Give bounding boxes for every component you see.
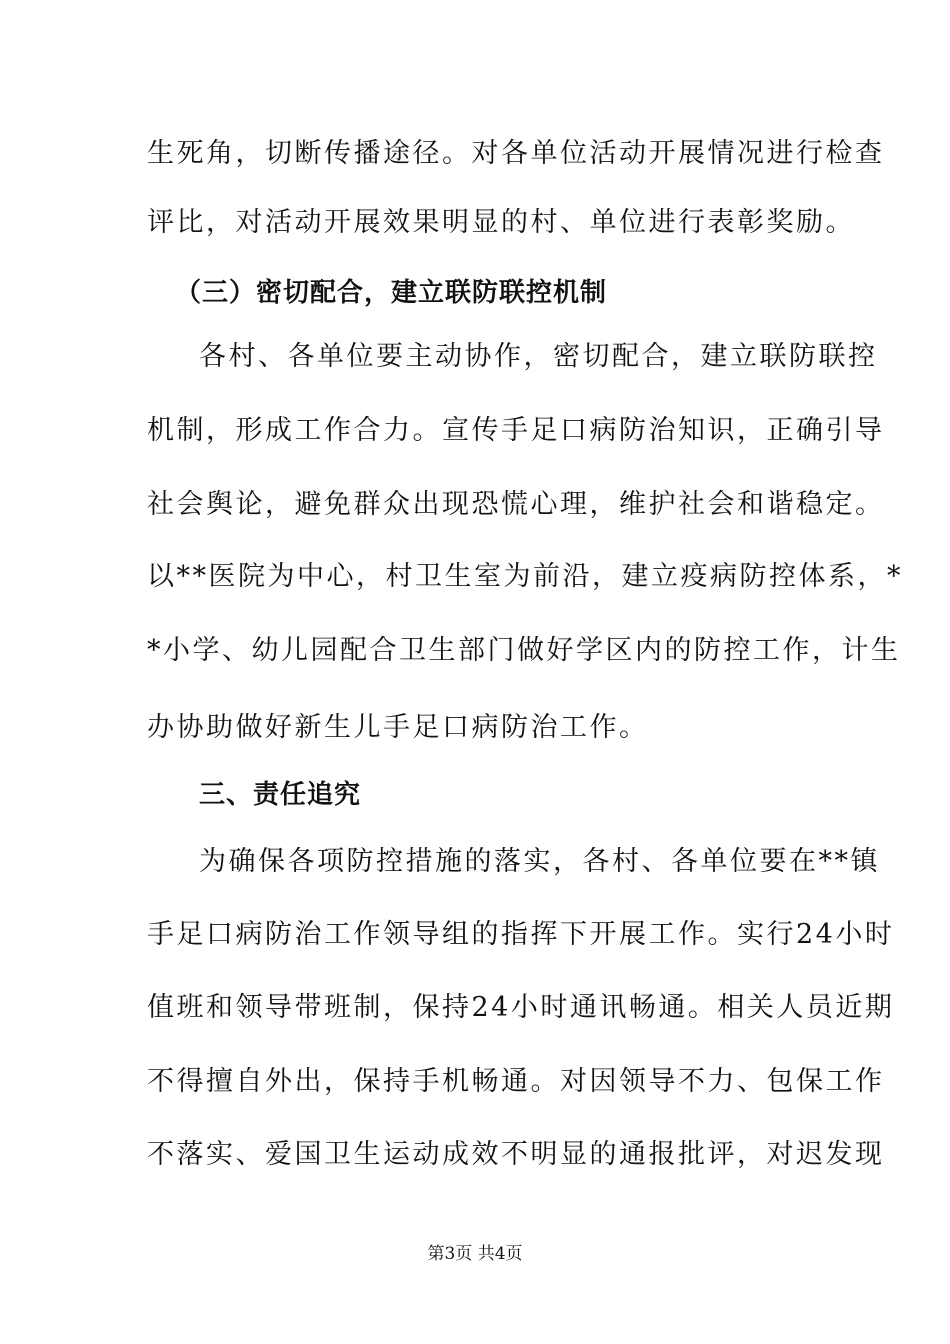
section-heading-3-title: 三、责任追究 bbox=[199, 780, 362, 810]
body-line-4: 各村、各单位要主动协作，密切配合，建立联防联控 bbox=[199, 341, 878, 372]
body-line-5: 机制，形成工作合力。宣传手足口病防治知识，正确引导 bbox=[147, 415, 885, 446]
section-heading-3: （三）密切配合，建立联防联控机制 bbox=[175, 278, 608, 308]
body-line-8: *小学、幼儿园配合卫生部门做好学区内的防控工作，计生 bbox=[147, 635, 901, 666]
body-line-10: 为确保各项防控措施的落实，各村、各单位要在**镇 bbox=[199, 846, 880, 877]
body-line-12: 值班和领导带班制，保持24小时通讯畅通。相关人员近期 bbox=[147, 992, 895, 1023]
body-line-1: 生死角，切断传播途径。对各单位活动开展情况进行检查 bbox=[147, 138, 885, 169]
body-line-13: 不得擅自外出，保持手机畅通。对因领导不力、包保工作 bbox=[147, 1066, 885, 1097]
body-line-11: 手足口病防治工作领导组的指挥下开展工作。实行24小时 bbox=[147, 919, 895, 950]
body-line-7: 以**医院为中心，村卫生室为前沿，建立疫病防控体系，* bbox=[147, 561, 903, 592]
body-line-14: 不落实、爱国卫生运动成效不明显的通报批评，对迟发现 bbox=[147, 1139, 885, 1170]
body-line-6: 社会舆论，避免群众出现恐慌心理，维护社会和谐稳定。 bbox=[147, 489, 885, 520]
page-number-footer: 第3页 共4页 bbox=[427, 1244, 523, 1264]
body-line-9: 办协助做好新生儿手足口病防治工作。 bbox=[147, 712, 649, 743]
body-line-2: 评比，对活动开展效果明显的村、单位进行表彰奖励。 bbox=[147, 207, 855, 238]
